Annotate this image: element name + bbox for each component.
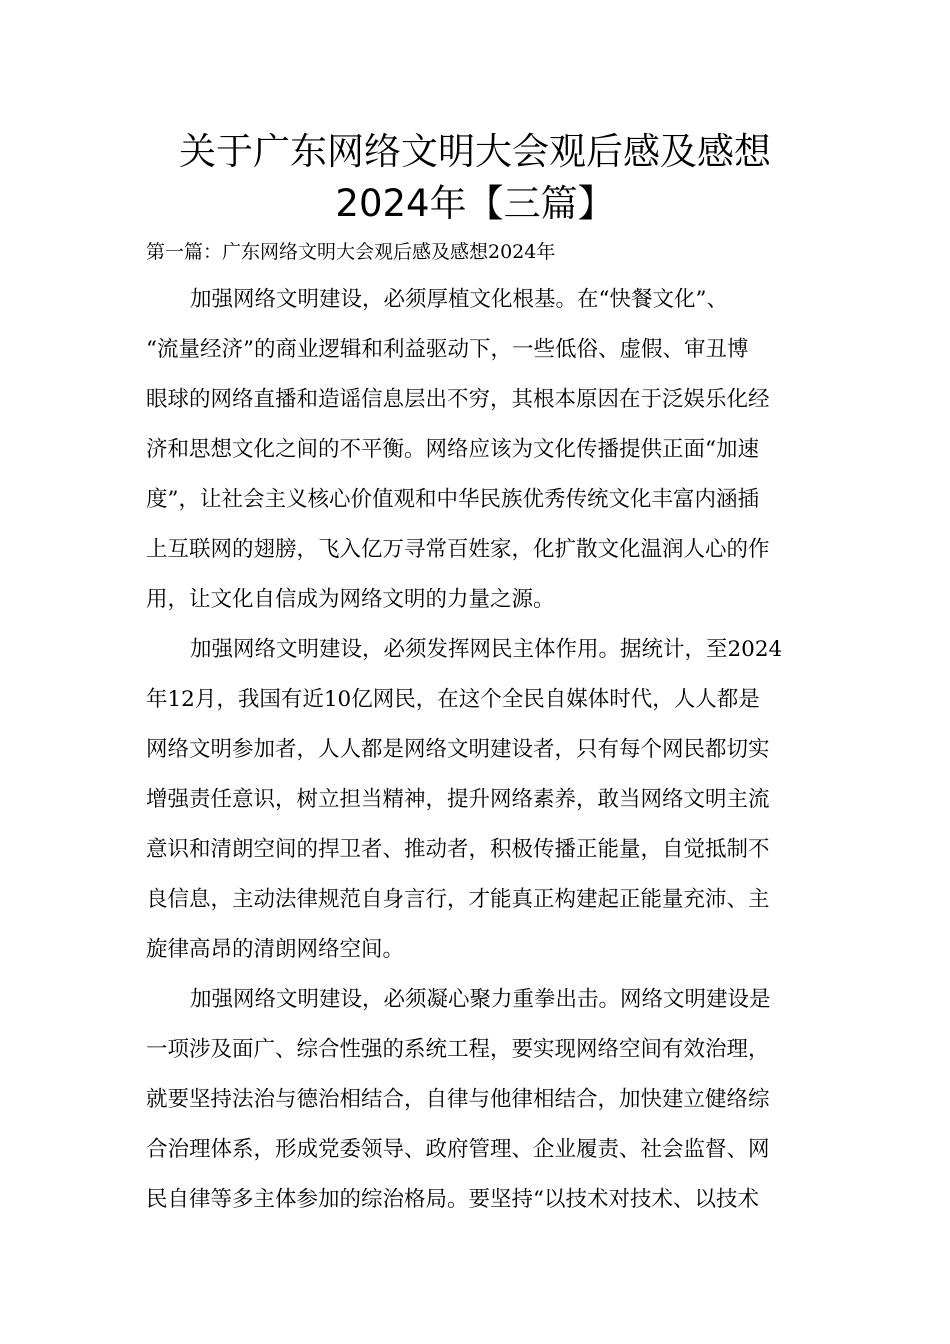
paragraph-line: 意识和清朗空间的捍卫者、推动者，积极传播正能量，自觉抵制不 — [146, 837, 770, 862]
paragraph-line: 增强责任意识，树立担当精神，提升网络素养，敢当网络文明主流 — [146, 787, 770, 812]
paragraph-line: 度”，让社会主义核心价值观和中华民族优秀传统文化丰富内涵插 — [146, 487, 759, 512]
paragraph-line: 年12月，我国有近10亿网民，在这个全民自媒体时代，人人都是 — [146, 687, 760, 712]
paragraph-line: 加强网络文明建设，必须凝心聚力重拳出击。网络文明建设是 — [190, 987, 771, 1012]
paragraph-line: 眼球的网络直播和造谣信息层出不穷，其根本原因在于泛娱乐化经 — [146, 387, 770, 412]
paragraph-2 — [146, 625, 806, 975]
paragraph-line: 良信息，主动法律规范自身言行，才能真正构建起正能量充沛、主 — [146, 887, 770, 912]
document-title-line-1: 关于广东网络文明大会观后感及感想 — [179, 130, 771, 173]
paragraph-line: 一项涉及面广、综合性强的系统工程，要实现网络空间有效治理， — [146, 1037, 770, 1062]
paragraph-line: “流量经济”的商业逻辑和利益驱动下，一些低俗、虚假、审丑博 — [146, 337, 749, 362]
paragraph-line: 加强网络文明建设，必须厚植文化根基。在“快餐文化”、 — [190, 287, 728, 312]
paragraph-1 — [146, 275, 806, 625]
document-title-line-2: 2024年【三篇】 — [335, 182, 615, 225]
paragraph-line: 加强网络文明建设，必须发挥网民主体作用。据统计，至2024 — [190, 637, 783, 662]
paragraph-line: 合治理体系，形成党委领导、政府管理、企业履责、社会监督、网 — [146, 1137, 770, 1162]
paragraph-3 — [146, 975, 806, 1225]
paragraph-line: 济和思想文化之间的不平衡。网络应该为文化传播提供正面“加速 — [146, 437, 759, 462]
paragraph-line: 用，让文化自信成为网络文明的力量之源。 — [146, 587, 555, 612]
paragraph-line: 上互联网的翅膀，飞入亿万寻常百姓家，化扩散文化温润人心的作 — [146, 537, 770, 562]
section-heading: 第一篇：广东网络文明大会观后感及感想2024年 — [146, 241, 556, 263]
paragraph-line: 民自律等多主体参加的综治格局。要坚持“以技术对技术、以技术 — [146, 1187, 759, 1212]
paragraph-line: 旋律高昂的清朗网络空间。 — [146, 937, 405, 962]
paragraph-line: 网络文明参加者，人人都是网络文明建设者，只有每个网民都切实 — [146, 737, 770, 762]
paragraph-line: 就要坚持法治与德治相结合，自律与他律相结合，加快建立健络综 — [146, 1087, 770, 1112]
